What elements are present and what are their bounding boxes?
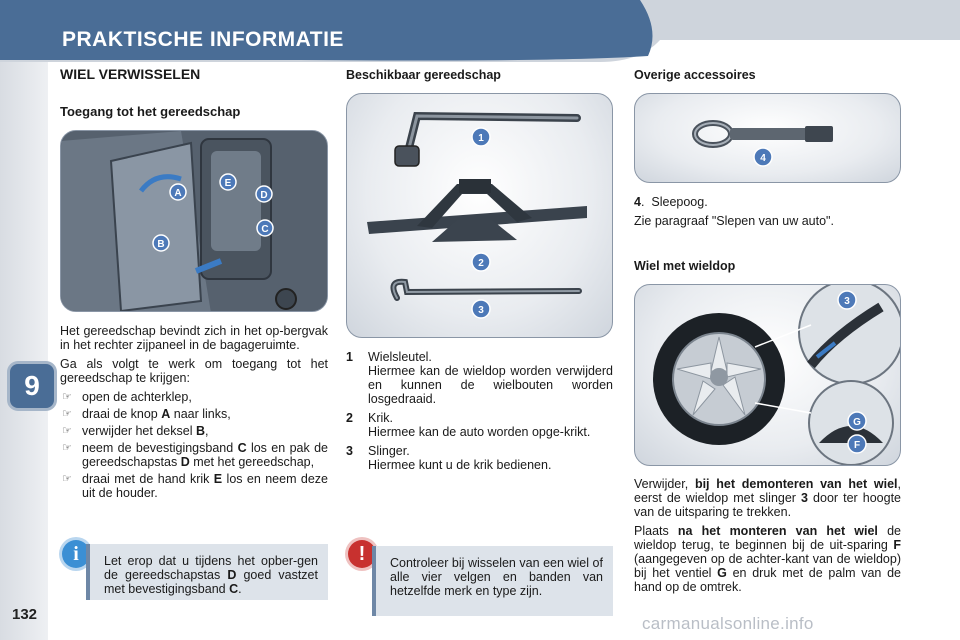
label-F: F [853,440,861,451]
tools-figure [346,93,613,338]
intro-paragraph: Het gereedschap bevindt zich in het op-bergvak in het rechter zijpaneel in de bagageruimte. [60,324,328,352]
subtitle-tool-access: Toegang tot het gereedschap [60,104,241,119]
bullet-hand-icon: ☞ [62,391,72,403]
bullet-hand-icon: ☞ [62,473,72,485]
label-D: D [260,190,268,201]
label-C: C [261,224,269,235]
bullet-hand-icon: ☞ [62,425,72,437]
towing-eye-figure [634,93,901,183]
label-G: G [853,417,861,428]
left-margin-strip [0,62,48,640]
list-item: ☞ neem de bevestigingsband C los en pak de gereedschapstas D met het gereedschap, [62,441,328,469]
info-note: Let erop dat u tijdens het opber-gen de gereedschapstas D goed vastzet met bevestigingsband C. [86,544,328,600]
label-3b: 3 [844,296,850,307]
page-title: PRAKTISCHE INFORMATIE [62,28,344,51]
subtitle-available-tools: Beschikbaar gereedschap [346,68,501,82]
removal-paragraph: Verwijder, bij het demonteren van het wiel, eerst de wieldop met slinger 3 door ter hoogte van de uitsparing te trekken. [634,477,901,519]
trunk-figure [60,130,328,312]
label-B: B [157,239,165,250]
list-item: ☞ open de achterklep, [62,390,192,404]
fitting-paragraph: Plaats na het monteren van het wiel de wieldop terug, te beginnen bij de uit-sparing F (aangegeven op de achter-kant van de wieldop) bij het ventiel G en druk met de palm van de hand op de omtrek. [634,524,901,594]
warning-icon: ! [348,540,376,568]
list-item: 4. Sleepoog. [634,195,708,209]
wheel-figure [634,284,901,466]
list-item: ☞ verwijder het deksel B, [62,424,209,438]
chapter-tab[interactable]: 9 [10,364,54,408]
tools-list [346,350,613,477]
label-E: E [224,178,232,189]
steps-list [60,390,328,500]
label-A: A [174,188,182,199]
subtitle-other-accessories: Overige accessoires [634,68,756,82]
list-item: 1 Wielsleutel. Hiermee kan de wieldop worden verwijderd en kunnen de wielbouten worden losgedraaid. [346,350,613,406]
label-2: 2 [478,258,484,269]
label-3: 3 [478,305,484,316]
list-item: 2 Krik. Hiermee kan de auto worden opge-krikt. [346,411,591,439]
info-icon: i [62,540,90,568]
subtitle-wheel-cap: Wiel met wieldop [634,259,736,273]
warning-note: Controleer bij wisselen van een wiel of alle vier velgen en banden van hetzelfde merk en type zijn. [372,546,613,616]
accessory-text [634,195,901,233]
list-item: ☞ draai de knop A naar links, [62,407,231,421]
left-body [60,324,328,503]
bullet-hand-icon: ☞ [62,442,72,454]
label-4: 4 [760,153,766,164]
wheel-cap-text [634,477,901,599]
list-item: ☞ draai met de hand krik E los en neem deze uit de houder. [62,472,328,500]
page-number: 132 [12,606,38,623]
bullet-hand-icon: ☞ [62,408,72,420]
label-1: 1 [478,133,484,144]
list-item: 3 Slinger. Hiermee kunt u de krik bedienen. [346,444,552,472]
section-title: WIEL VERWISSELEN [60,66,201,82]
watermark: carmanualsonline.info [642,614,814,633]
steps-intro: Ga als volgt te werk om toegang tot het gereedschap te krijgen: [60,357,328,385]
towing-reference: Zie paragraaf "Slepen van uw auto". [634,214,834,228]
